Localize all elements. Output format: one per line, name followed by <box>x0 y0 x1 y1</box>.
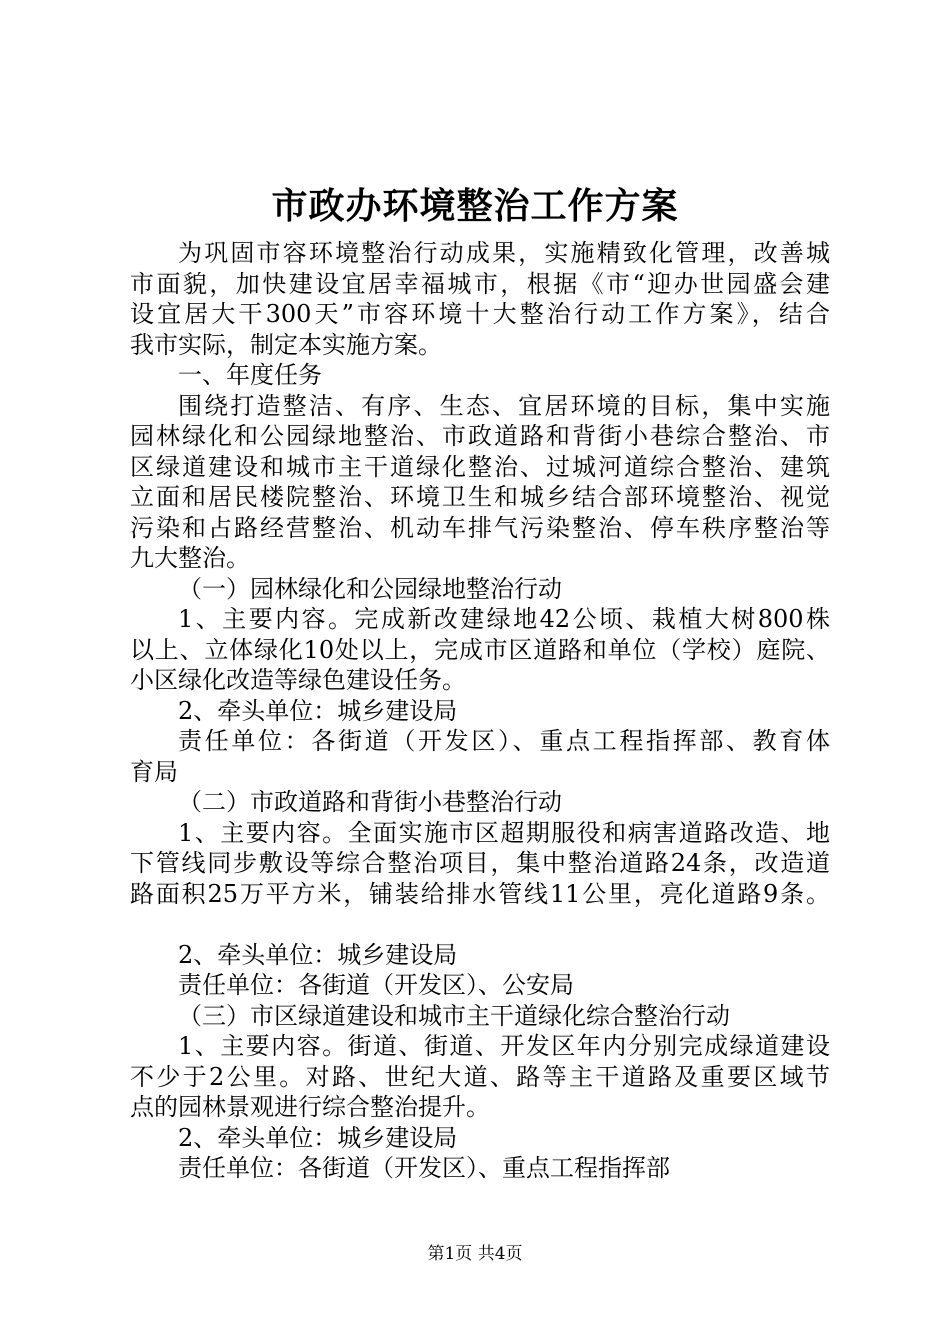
document-body <box>130 238 830 1184</box>
text-line: 责任单位：各街道（开发区）、重点工程指挥部、教育体 <box>178 727 830 755</box>
text-line: 园林绿化和公园绿地整治、市政道路和背街小巷综合整治、市 <box>130 422 830 450</box>
text-line: 为巩固市容环境整治行动成果，实施精致化管理，改善城 <box>178 239 830 267</box>
text-line: 2、牵头单位：城乡建设局 <box>178 940 458 969</box>
page-footer: 第1页 共4页 <box>427 1244 523 1264</box>
text-line: 市面貌，加快建设宜居幸福城市，根据《市“迎办世园盛会建 <box>130 269 830 298</box>
text-line: 1、主要内容。完成新改建绿地42公顷、栽植大树800株 <box>178 605 830 633</box>
text-line: 九大整治。 <box>130 544 250 572</box>
text-line: 围绕打造整洁、有序、生态、宜居环境的目标，集中实施 <box>178 391 830 420</box>
text-line: 点的园林景观进行综合整治提升。 <box>130 1093 490 1121</box>
text-line <box>130 909 830 940</box>
text-line: 1、主要内容。全面实施市区超期服役和病害道路改造、地 <box>178 818 830 847</box>
text-line: 路面积25万平方米，铺装给排水管线11公里，亮化道路9条。 <box>130 879 830 908</box>
text-line: 以上、立体绿化10处以上，完成市区道路和单位（学校）庭院、 <box>130 635 830 664</box>
text-line: 区绿道建设和城市主干道绿化整治、过城河道综合整治、建筑 <box>130 452 830 481</box>
text-line: 立面和居民楼院整治、环境卫生和城乡结合部环境整治、视觉 <box>130 483 830 511</box>
text-line: （二）市政道路和背街小巷整治行动 <box>178 788 562 816</box>
text-line: 不少于2公里。对路、世纪大道、路等主干道路及重要区域节 <box>130 1062 830 1091</box>
text-line: 责任单位：各街道（开发区）、公安局 <box>178 971 574 999</box>
text-line: 2、牵头单位：城乡建设局 <box>178 696 458 725</box>
document-title: 市政办环境整治工作方案 <box>271 185 679 227</box>
text-line: 责任单位：各街道（开发区）、重点工程指挥部 <box>178 1154 670 1182</box>
text-line: （三）市区绿道建设和城市主干道绿化综合整治行动 <box>178 1001 730 1030</box>
text-line: 设宜居大干300天”市容环境十大整治行动工作方案》，结合 <box>130 300 830 328</box>
text-line: 下管线同步敷设等综合整治项目，集中整治道路24条，改造道 <box>130 849 830 877</box>
text-line: （一）园林绿化和公园绿地整治行动 <box>178 574 562 603</box>
text-line: 育局 <box>130 757 178 786</box>
text-line: 小区绿化改造等绿色建设任务。 <box>130 666 466 694</box>
text-line: 1、主要内容。街道、街道、开发区年内分别完成绿道建设 <box>178 1032 830 1060</box>
text-line: 污染和占路经营整治、机动车排气污染整治、停车秩序整治等 <box>130 513 830 542</box>
text-line: 一、年度任务 <box>178 361 322 389</box>
text-line: 我市实际，制定本实施方案。 <box>130 330 442 359</box>
text-line: 2、牵头单位：城乡建设局 <box>178 1123 458 1152</box>
